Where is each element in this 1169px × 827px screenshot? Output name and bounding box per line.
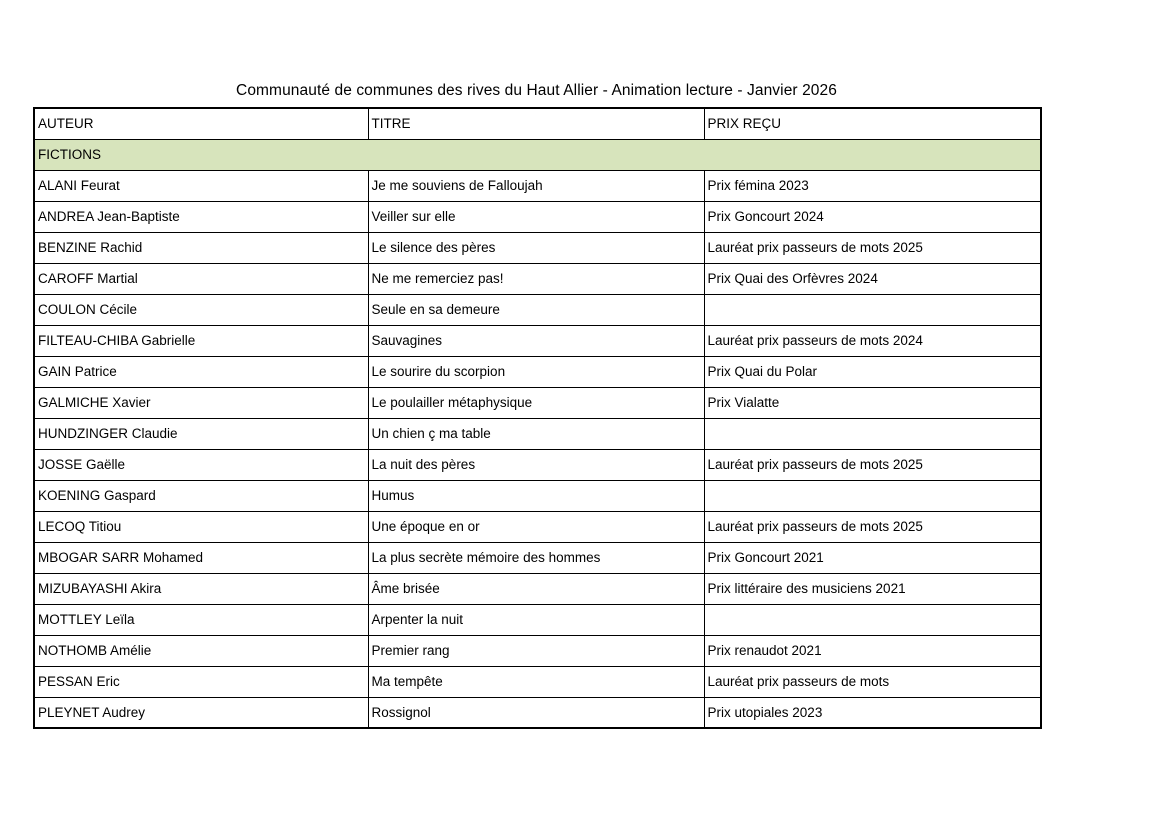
column-header-auteur: AUTEUR xyxy=(34,108,368,139)
cell-titre: Humus xyxy=(368,480,704,511)
cell-auteur: PESSAN Eric xyxy=(34,666,368,697)
table-row xyxy=(34,356,1041,387)
cell-prix: Lauréat prix passeurs de mots xyxy=(704,666,1041,697)
cell-titre: Arpenter la nuit xyxy=(368,604,704,635)
cell-titre: Le sourire du scorpion xyxy=(368,356,704,387)
books-table xyxy=(33,107,1042,729)
column-header-titre: TITRE xyxy=(368,108,704,139)
cell-auteur: MBOGAR SARR Mohamed xyxy=(34,542,368,573)
table-row xyxy=(34,542,1041,573)
cell-prix: Prix Vialatte xyxy=(704,387,1041,418)
cell-prix: Prix littéraire des musiciens 2021 xyxy=(704,573,1041,604)
table-row xyxy=(34,666,1041,697)
table-row xyxy=(34,480,1041,511)
table-row xyxy=(34,201,1041,232)
cell-auteur: BENZINE Rachid xyxy=(34,232,368,263)
cell-prix: Prix Goncourt 2024 xyxy=(704,201,1041,232)
cell-titre: Un chien ç ma table xyxy=(368,418,704,449)
cell-auteur: MOTTLEY Leïla xyxy=(34,604,368,635)
cell-titre: La plus secrète mémoire des hommes xyxy=(368,542,704,573)
page-title: Communauté de communes des rives du Haut Allier - Animation lecture - Janvier 2026 xyxy=(236,82,837,99)
cell-prix: Prix Goncourt 2021 xyxy=(704,542,1041,573)
cell-auteur: KOENING Gaspard xyxy=(34,480,368,511)
cell-auteur: ANDREA Jean-Baptiste xyxy=(34,201,368,232)
cell-prix: Prix utopiales 2023 xyxy=(704,697,1041,728)
cell-auteur: CAROFF Martial xyxy=(34,263,368,294)
table-row xyxy=(34,635,1041,666)
cell-titre: Sauvagines xyxy=(368,325,704,356)
table-row xyxy=(34,697,1041,728)
cell-prix xyxy=(704,604,1041,635)
table-row xyxy=(34,387,1041,418)
table-body xyxy=(34,139,1041,728)
cell-prix: Prix Quai des Orfèvres 2024 xyxy=(704,263,1041,294)
header-row xyxy=(34,108,1041,139)
cell-auteur: GALMICHE Xavier xyxy=(34,387,368,418)
cell-titre: La nuit des pères xyxy=(368,449,704,480)
cell-prix: Lauréat prix passeurs de mots 2024 xyxy=(704,325,1041,356)
cell-auteur: ALANI Feurat xyxy=(34,170,368,201)
table-row xyxy=(34,325,1041,356)
cell-titre: Je me souviens de Falloujah xyxy=(368,170,704,201)
cell-prix: Prix Quai du Polar xyxy=(704,356,1041,387)
table-row xyxy=(34,170,1041,201)
cell-prix: Prix fémina 2023 xyxy=(704,170,1041,201)
cell-prix xyxy=(704,480,1041,511)
cell-auteur: GAIN Patrice xyxy=(34,356,368,387)
cell-auteur: PLEYNET Audrey xyxy=(34,697,368,728)
cell-auteur: JOSSE Gaëlle xyxy=(34,449,368,480)
table-row xyxy=(34,449,1041,480)
cell-prix: Lauréat prix passeurs de mots 2025 xyxy=(704,511,1041,542)
cell-auteur: NOTHOMB Amélie xyxy=(34,635,368,666)
cell-prix: Lauréat prix passeurs de mots 2025 xyxy=(704,449,1041,480)
cell-titre: Veiller sur elle xyxy=(368,201,704,232)
cell-prix xyxy=(704,418,1041,449)
table-row xyxy=(34,573,1041,604)
cell-titre: Ne me remerciez pas! xyxy=(368,263,704,294)
cell-titre: Le poulailler métaphysique xyxy=(368,387,704,418)
column-header-prix: PRIX REÇU xyxy=(704,108,1041,139)
table-row xyxy=(34,511,1041,542)
cell-auteur: HUNDZINGER Claudie xyxy=(34,418,368,449)
cell-titre: Une époque en or xyxy=(368,511,704,542)
section-label: FICTIONS xyxy=(34,139,1041,170)
cell-prix: Prix renaudot 2021 xyxy=(704,635,1041,666)
cell-auteur: MIZUBAYASHI Akira xyxy=(34,573,368,604)
cell-prix: Lauréat prix passeurs de mots 2025 xyxy=(704,232,1041,263)
cell-prix xyxy=(704,294,1041,325)
table-row xyxy=(34,263,1041,294)
cell-auteur: LECOQ Titiou xyxy=(34,511,368,542)
table-row xyxy=(34,418,1041,449)
cell-titre: Âme brisée xyxy=(368,573,704,604)
cell-titre: Seule en sa demeure xyxy=(368,294,704,325)
table-row xyxy=(34,232,1041,263)
cell-auteur: FILTEAU-CHIBA Gabrielle xyxy=(34,325,368,356)
cell-titre: Premier rang xyxy=(368,635,704,666)
table-row xyxy=(34,294,1041,325)
fictions-row xyxy=(34,139,1041,170)
cell-titre: Ma tempête xyxy=(368,666,704,697)
cell-titre: Rossignol xyxy=(368,697,704,728)
cell-auteur: COULON Cécile xyxy=(34,294,368,325)
table-row xyxy=(34,604,1041,635)
cell-titre: Le silence des pères xyxy=(368,232,704,263)
